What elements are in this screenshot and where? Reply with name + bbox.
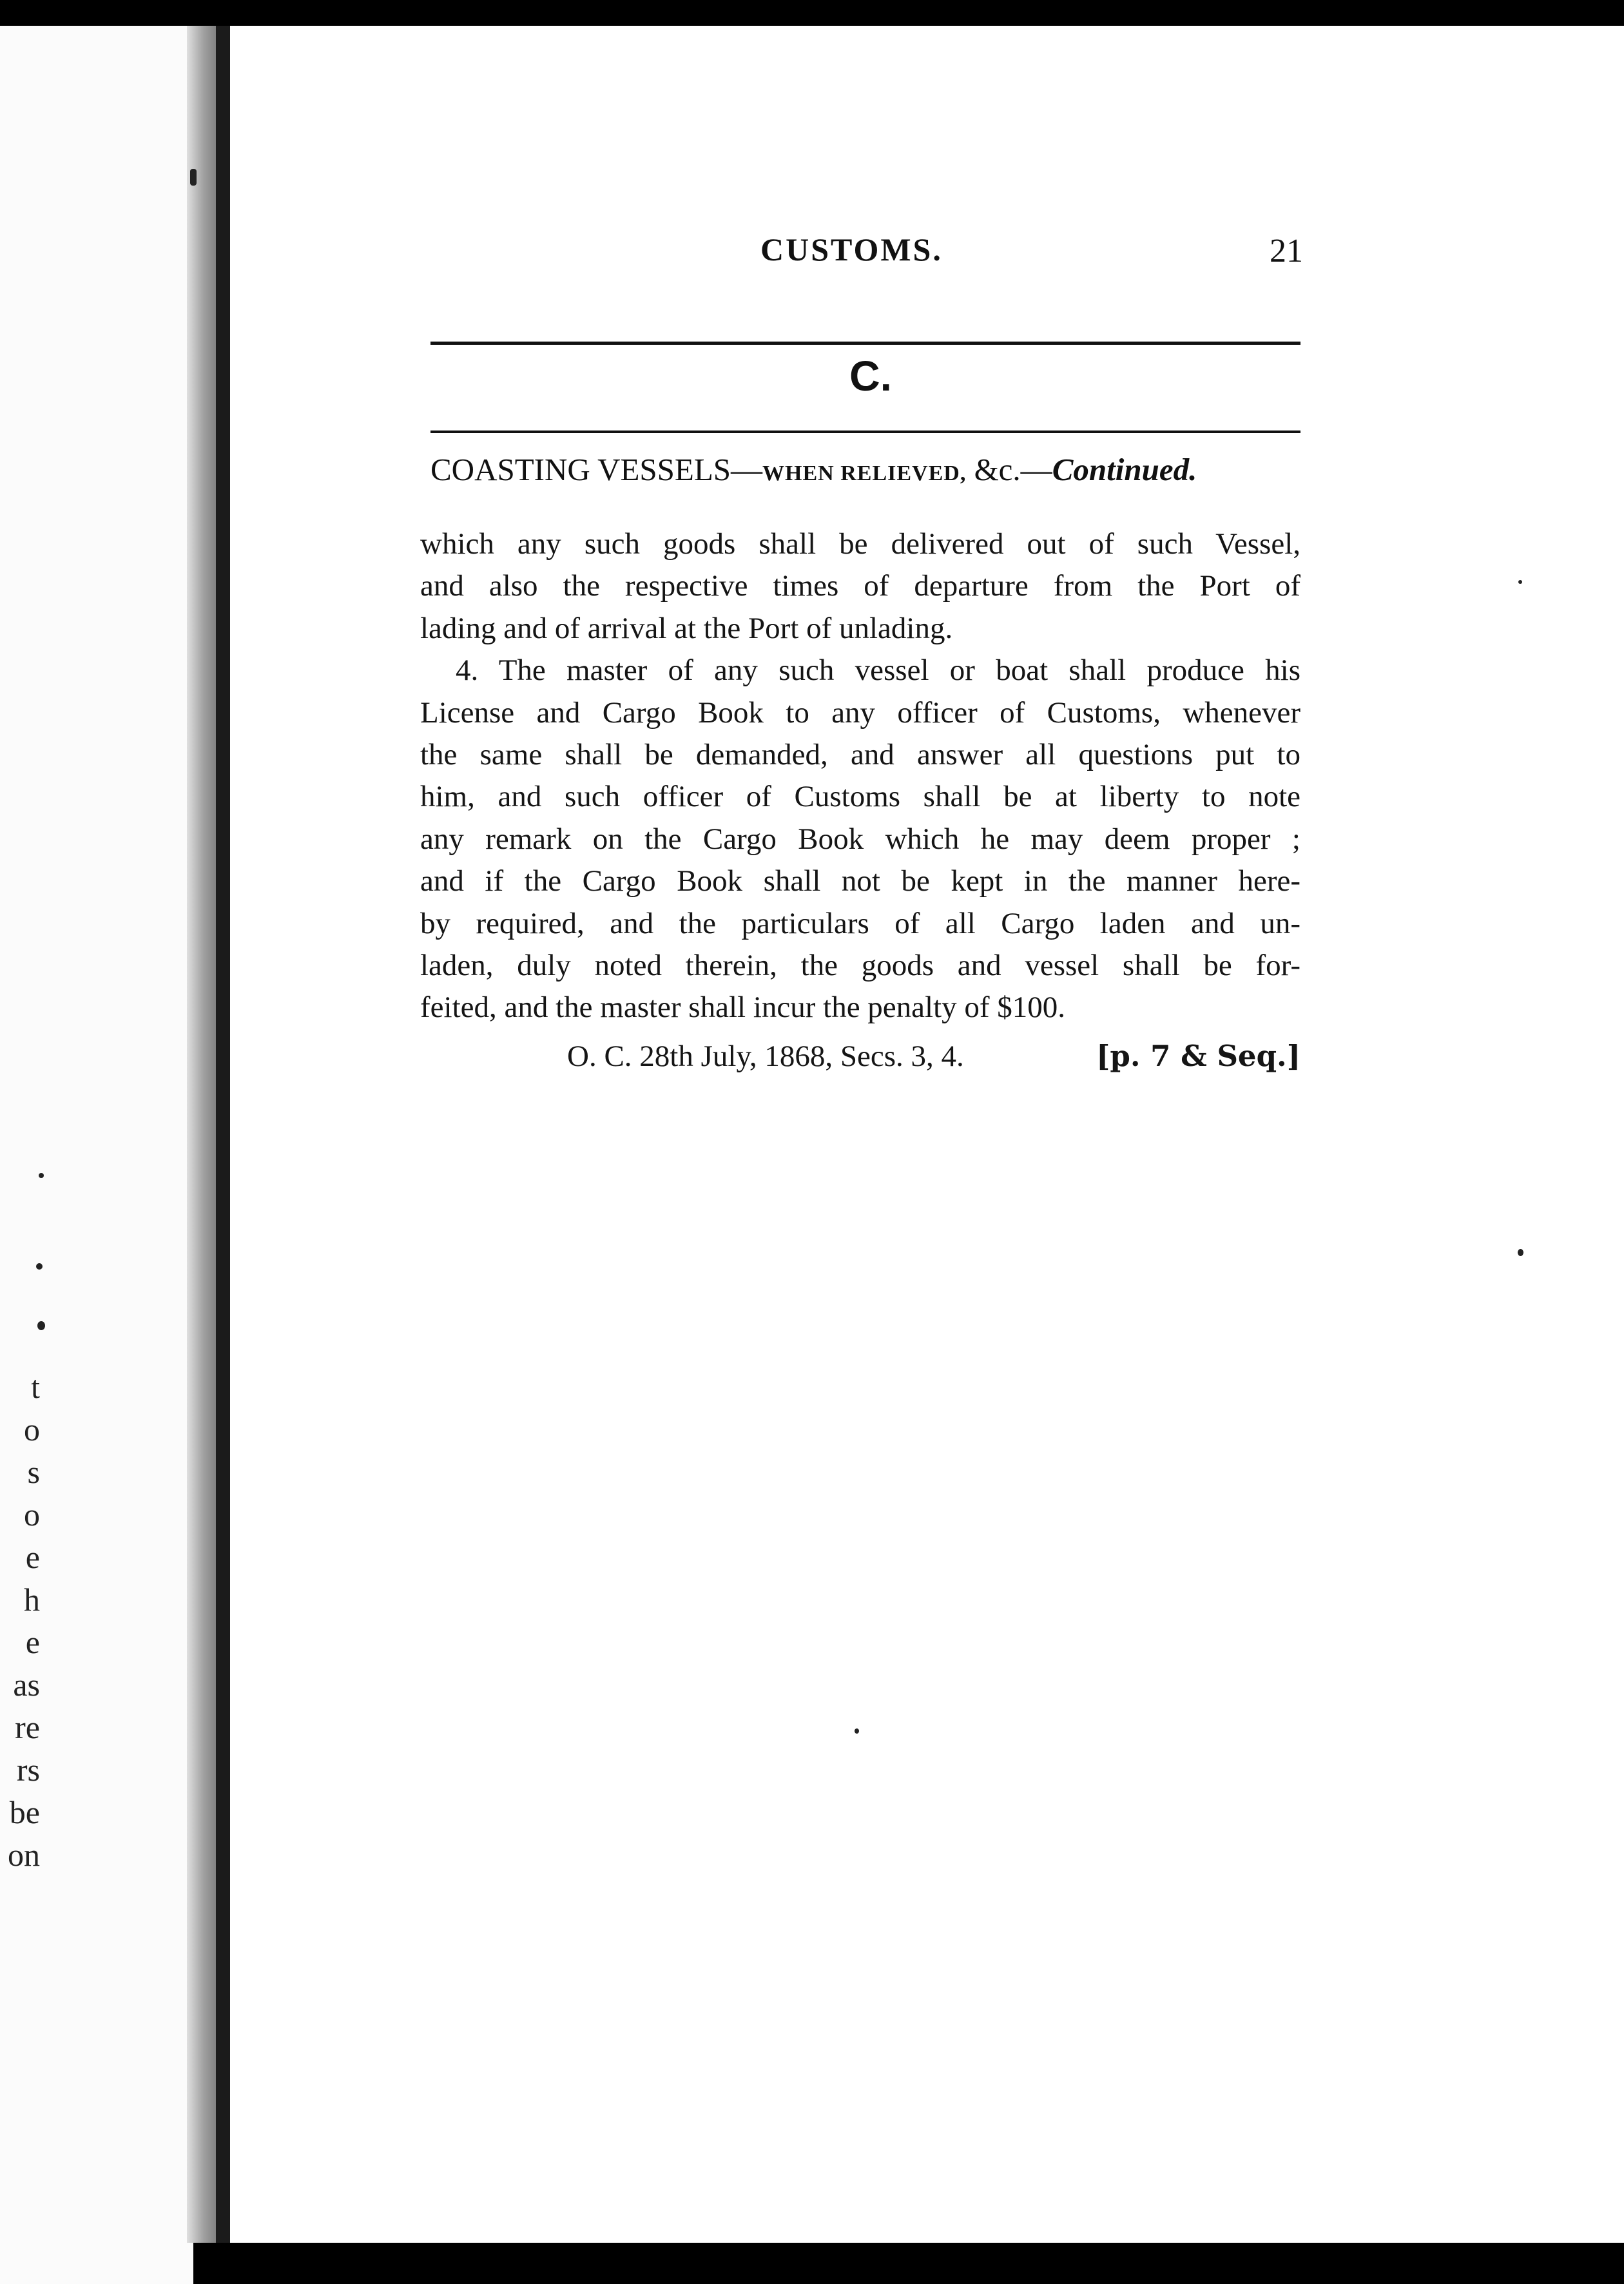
bottom-rule — [430, 431, 1300, 433]
bleed-text-8: as — [13, 1667, 40, 1703]
previous-page-edge — [0, 26, 193, 2284]
text-line: lading and of arrival at the Port of unlading. — [420, 611, 953, 645]
section-title-etc: &c.— — [966, 452, 1052, 487]
text-line: the same shall be demanded, and answer all questions put to — [420, 737, 1300, 771]
bleed-text-3: s — [27, 1454, 40, 1490]
text-line: any remark on the Cargo Book which he may deem proper ; — [420, 822, 1300, 856]
citation-text: O. C. 28th July, 1868, Secs. 3, 4. — [567, 1040, 964, 1073]
top-rule — [430, 342, 1300, 345]
text-line: License and Cargo Book to any officer of Customs, whenever — [420, 695, 1300, 730]
section-title — [430, 451, 1300, 488]
text-line: 4. The master of any such vessel or boat shall produce his — [456, 653, 1300, 688]
bleed-text-10: rs — [16, 1752, 40, 1788]
bleed-text-9: re — [15, 1709, 40, 1745]
bleed-text-6: h — [24, 1582, 40, 1618]
ink-speck — [1518, 1249, 1523, 1256]
ink-speck — [855, 1728, 859, 1734]
text-line: feited, and the master shall incur the penalty of $100. — [420, 991, 1066, 1025]
section-title-continued: Continued. — [1052, 452, 1197, 487]
bleed-text-5: e — [25, 1539, 40, 1575]
bleed-text-4: o — [24, 1496, 40, 1533]
page — [230, 26, 1624, 2243]
ink-speck — [37, 1321, 45, 1330]
text-line: by required, and the particulars of all Cargo laden and un- — [420, 906, 1300, 940]
bleed-text-1: t — [31, 1369, 40, 1405]
bleed-text-11: be — [9, 1794, 40, 1830]
text-line: which any such goods shall be delivered out of such Vessel, — [420, 527, 1300, 561]
page-number: 21 — [1270, 233, 1303, 269]
ink-speck — [190, 169, 197, 186]
book-gutter — [216, 26, 230, 2243]
section-title-small-caps: WHEN RELIEVED, — [762, 461, 967, 485]
citation — [567, 1039, 1300, 1074]
text-line: him, and such officer of Customs shall be at liberty to note — [420, 780, 1300, 814]
ink-speck — [39, 1173, 44, 1178]
bleed-text-12: on — [8, 1837, 40, 1873]
bleed-text-7: e — [25, 1624, 40, 1660]
ink-speck — [1518, 580, 1522, 584]
bleed-text-2: o — [24, 1411, 40, 1447]
section-title-main: COASTING VESSELS— — [430, 452, 763, 487]
section-letter: C. — [849, 352, 892, 400]
text-line: and if the Cargo Book shall not be kept in the manner here- — [420, 864, 1300, 898]
text-line: laden, duly noted therein, the goods and vessel shall be for- — [420, 948, 1300, 982]
ink-speck — [36, 1263, 43, 1270]
running-header: CUSTOMS. — [760, 231, 943, 267]
citation-reference: [p. 7 & Seq.] — [1096, 1039, 1300, 1073]
text-line: and also the respective times of departure from the Port of — [420, 569, 1300, 603]
body-text — [420, 523, 1300, 1029]
